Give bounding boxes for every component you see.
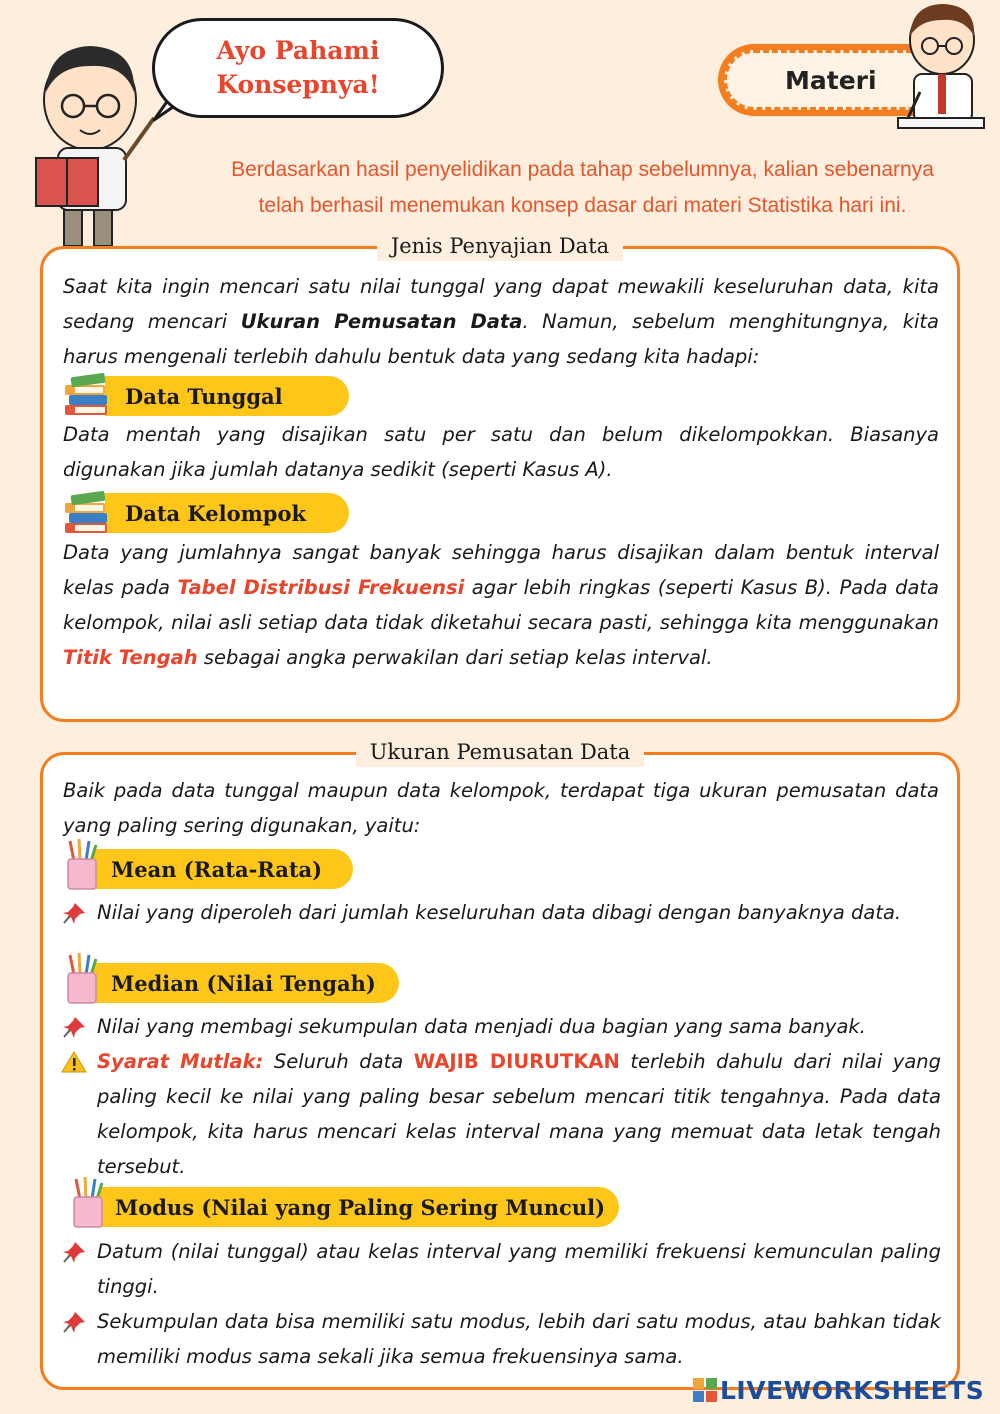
liveworksheets-logo-icon [692,1377,718,1403]
text-run: agar lebih ringkas (seperti Kasus B). Pada data kelompok, nilai asli setiap data tidak diketahui secara pasti, sehingga kita menggunakan [63,576,940,634]
pushpin-icon [61,1234,97,1304]
section-title-wrapper [43,737,957,767]
text-run: Data yang jumlahnya sangat banyak sehingga harus disajikan dalam bentuk interval kelas pada [63,541,939,599]
mean-description: Nilai yang diperoleh dari jumlah keseluruhan data dibagi dengan banyaknya data. [97,901,902,924]
speech-bubble-text [198,34,398,102]
mean-bullet [61,895,941,936]
books-icon [61,485,113,537]
section-title-wrapper [43,231,957,261]
text-run: Seluruh data [263,1050,414,1073]
warning-icon [61,1044,97,1184]
section-intro-paragraph: Baik pada data tunggal maupun data kelompok, terdapat tiga ukuran pemusatan data yang paling sering digunakan, yaitu: [63,779,939,837]
liveworksheets-watermark [692,1374,984,1406]
student-writing-icon [880,0,992,140]
highlight-term: Titik Tengah [63,646,198,669]
highlight-term: Tabel Distribusi Frekuensi [177,576,465,599]
teacher-illustration-icon [28,30,158,250]
data-kelompok-description [63,535,939,675]
data-kelompok-label: Data Kelompok [125,500,307,526]
text-run: . Namun, sebelum menghitungnya, kita harus mengenali terlebih dahulu bentuk data yang sedang kita hadapi: [63,310,939,368]
pencil-cup-icon [71,1177,105,1229]
pencil-cup-icon [65,953,99,1005]
modus-bullet-1 [61,1234,941,1304]
mean-heading [93,849,353,889]
pencil-cup-icon [65,839,99,891]
data-tunggal-heading [105,376,349,416]
bubble-line-1: Ayo Pahami [216,36,380,65]
median-description: Nilai yang membagi sekumpulan data menjadi dua bagian yang sama banyak. [97,1015,866,1038]
data-tunggal-label: Data Tunggal [125,383,283,409]
data-kelompok-heading [105,493,349,533]
speech-bubble [152,18,444,118]
section-title: Jenis Penyajian Data [377,231,623,261]
intro-line-2: telah berhasil menemukan konsep dasar dari materi Statistika hari ini. [258,194,907,217]
section-jenis-penyajian-data [40,234,960,722]
modus-description-1: Datum (nilai tunggal) atau kelas interval yang memiliki frekuensi kemunculan paling tinggi. [97,1240,941,1298]
watermark-text: LIVEWORKSHEETS [720,1375,985,1405]
intro-line-1: Berdasarkan hasil penyelidikan pada tahap sebelumnya, kalian sebenarnya [231,158,934,181]
pushpin-icon [61,895,97,936]
syarat-mutlak-bullet [61,1044,941,1184]
books-icon [61,367,113,419]
section-intro-paragraph [63,269,939,374]
pushpin-icon [61,1304,97,1374]
mean-label: Mean (Rata-Rata) [111,856,323,882]
syarat-label: Syarat Mutlak: [97,1050,264,1073]
median-label: Median (Nilai Tengah) [111,970,376,996]
text-run: terlebih dahulu dari nilai yang paling kecil ke nilai yang paling besar sebelum mencari titik tengahnya. Pada data kelompok, kita harus mencari kelas interval mana yang memuat data letak tengah tersebut. [97,1050,941,1178]
intro-text [175,152,990,224]
bubble-line-2: Konsepnya! [216,70,380,99]
bold-term: Ukuran Pemusatan Data [240,310,523,333]
modus-description-2: Sekumpulan data bisa memiliki satu modus, lebih dari satu modus, atau bahkan tidak memiliki modus sama sekali jika semua frekuensinya sama. [97,1310,941,1368]
text-run: Saat kita ingin mencari satu nilai tunggal yang dapat mewakili keseluruhan data, kita sedang mencari [63,275,939,333]
highlight-term: WAJIB DIURUTKAN [413,1050,620,1073]
section-ukuran-pemusatan-data [40,740,960,1390]
median-heading [93,963,399,1003]
modus-label: Modus (Nilai yang Paling Sering Muncul) [115,1194,606,1220]
data-tunggal-description: Data mentah yang disajikan satu per satu dan belum dikelompokkan. Biasanya digunakan jika jumlah datanya sedikit (seperti Kasus A). [63,423,939,481]
text-run: sebagai angka perwakilan dari setiap kelas interval. [197,646,713,669]
materi-label: Materi [724,50,944,110]
section-title: Ukuran Pemusatan Data [356,737,645,767]
modus-bullet-2 [61,1304,941,1374]
syarat-mutlak-text [97,1044,941,1184]
modus-heading [99,1187,619,1227]
